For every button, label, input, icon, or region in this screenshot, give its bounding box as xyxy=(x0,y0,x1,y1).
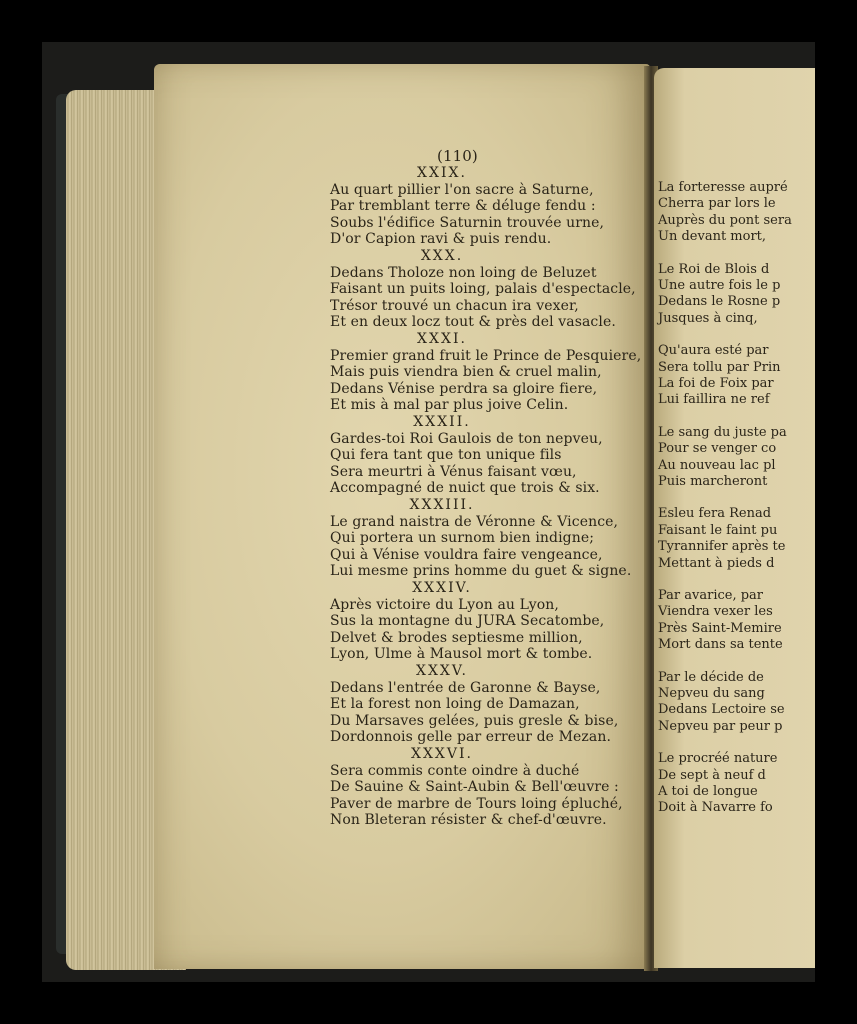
right-verse-line: Pour se venger co xyxy=(658,441,777,457)
verse-line: Soubs l'édifice Saturnin trouvée urne, xyxy=(330,214,605,231)
verse-line: Lui mesme prins homme du guet & signe. xyxy=(330,563,632,580)
quatrain-numeral: XXXIV. xyxy=(412,580,472,596)
page-number: (110) xyxy=(437,147,478,165)
verse-line: Delvet & brodes septiesme million, xyxy=(330,629,583,646)
verse-line: Gardes-toi Roi Gaulois de ton nepveu, xyxy=(330,430,603,447)
right-verse-line: De sept à neuf d xyxy=(658,767,766,783)
right-verse-line: Auprès du pont sera xyxy=(658,212,792,228)
right-verse-line: La foi de Foix par xyxy=(658,376,774,391)
right-verse-line: La forteresse aupré xyxy=(658,180,788,195)
verse-line: Qui portera un surnom bien indigne; xyxy=(330,530,595,547)
quatrain-numeral: XXXV. xyxy=(415,663,468,679)
right-verse-line: Le procréé nature xyxy=(658,751,778,767)
verse-line: Mais puis viendra bien & cruel malin, xyxy=(330,364,602,381)
right-verse-line: Nepveu par peur p xyxy=(658,718,783,734)
right-verse-line: Cherra par lors le xyxy=(658,196,776,212)
verse-line: Et la forest non loing de Damazan, xyxy=(330,696,580,713)
verse-line: Et en deux locz tout & près del vasacle. xyxy=(330,314,616,331)
right-verse-line: Dedans le Rosne p xyxy=(658,294,781,310)
right-verse-line: Une autre fois le p xyxy=(658,278,781,293)
verse-line: Au quart pillier l'on sacre à Saturne, xyxy=(330,181,594,198)
verse-line: Dedans l'entrée de Garonne & Bayse, xyxy=(330,679,601,696)
verse-line: Sera meurtri à Vénus faisant vœu, xyxy=(330,463,577,480)
verse-line: D'or Capion ravi & puis rendu. xyxy=(330,231,552,248)
verse-line: Après victoire du Lyon au Lyon, xyxy=(330,596,559,613)
right-verse-line: A toi de longue xyxy=(658,784,758,799)
right-verse-line: Par avarice, par xyxy=(658,588,764,603)
quatrain-numeral: XXIX. xyxy=(417,165,467,181)
right-verse-line: Esleu fera Renad xyxy=(658,506,772,522)
verse-line: De Sauine & Saint-Aubin & Bell'œuvre : xyxy=(330,779,619,796)
verse-line: Dedans Tholoze non loing de Beluzet xyxy=(330,264,597,281)
right-verse-line: Faisant le faint pu xyxy=(658,522,778,538)
right-verse-line: Au nouveau lac pl xyxy=(658,457,776,473)
quatrain-numeral: XXXI. xyxy=(417,331,467,347)
right-verse-line: Un devant mort, xyxy=(658,229,767,245)
right-verse-line: Le sang du juste pa xyxy=(658,424,787,440)
right-verse-line: Puis marcheront xyxy=(658,474,768,489)
verse-line: Accompagné de nuict que trois & six. xyxy=(330,480,600,497)
right-verse-line: Dedans Lectoire se xyxy=(658,702,785,718)
right-verse-line: Sera tollu par Prin xyxy=(658,359,781,375)
verse-line: Sus la montagne du JURA Secatombe, xyxy=(330,613,605,630)
quatrain-numeral: XXXIII. xyxy=(409,497,475,513)
right-verse-line: Tyrannifer après te xyxy=(658,539,786,555)
quatrain-numeral: XXXII. xyxy=(413,414,471,430)
verse-line: Paver de marbre de Tours loing épluché, xyxy=(330,795,623,812)
verse-line: Le grand naistra de Véronne & Vicence, xyxy=(330,513,619,530)
right-verse-line: Par le décide de xyxy=(658,669,764,685)
verse-line: Qui fera tant que ton unique fils xyxy=(330,447,562,464)
verse-line: Faisant un puits loing, palais d'espectacle, xyxy=(330,281,636,298)
right-page xyxy=(654,68,815,968)
right-verse-line: Qu'aura esté par xyxy=(658,343,769,359)
verse-line: Et mis à mal par plus joive Celin. xyxy=(330,397,569,414)
right-verse-line: Lui faillira ne ref xyxy=(658,392,770,408)
right-verse-line: Nepveu du sang xyxy=(658,686,765,701)
verse-line: Lyon, Ulme à Mausol mort & tombe. xyxy=(330,646,593,663)
right-verse-line: Le Roi de Blois d xyxy=(658,261,770,277)
verse-line: Par tremblant terre & déluge fendu : xyxy=(330,198,596,215)
verse-line: Du Marsaves gelées, puis gresle & bise, xyxy=(330,712,619,729)
scanned-book-spread xyxy=(42,42,815,982)
verse-line: Non Bleteran résister & chef-d'œuvre. xyxy=(330,812,607,829)
right-verse-line: Près Saint-Memire xyxy=(658,620,782,636)
right-verse-line: Mort dans sa tente xyxy=(658,637,783,653)
verse-line: Dedans Vénise perdra sa gloire fiere, xyxy=(330,380,598,397)
verse-line: Qui à Vénise vouldra faire vengeance, xyxy=(330,546,603,563)
right-verse-line: Viendra vexer les xyxy=(658,604,773,620)
verse-line: Premier grand fruit le Prince de Pesquiere, xyxy=(330,347,642,364)
quatrain-numeral: XXXVI. xyxy=(411,746,473,762)
verse-line: Sera commis conte oindre à duché xyxy=(330,762,580,779)
right-verse-line: Mettant à pieds d xyxy=(658,555,775,571)
verse-line: Trésor trouvé un chacun ira vexer, xyxy=(330,297,579,314)
right-verse-line: Jusques à cinq, xyxy=(658,310,758,326)
right-verse-line: Doit à Navarre fo xyxy=(658,800,773,816)
verse-line: Dordonnois gelle par erreur de Mezan. xyxy=(330,729,612,746)
left-page xyxy=(154,64,650,969)
quatrain-numeral: XXX. xyxy=(420,248,464,264)
